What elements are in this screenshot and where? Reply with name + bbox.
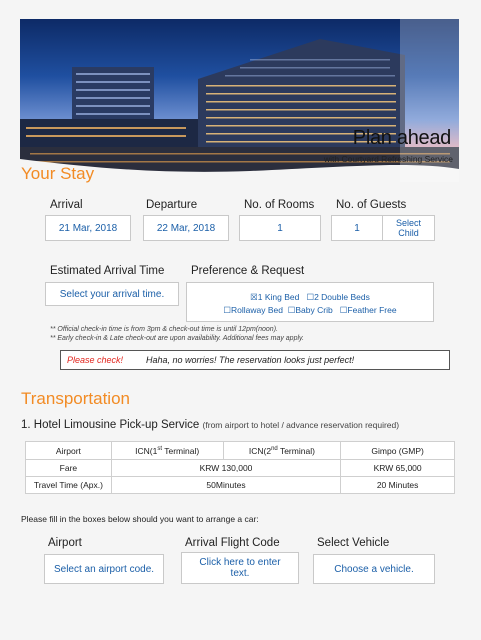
please-check-label: Please check!: [67, 355, 124, 365]
rooms-count-field[interactable]: 1: [239, 215, 321, 241]
limousine-fare-table: [25, 441, 455, 494]
select-child-line2: Child: [398, 228, 419, 238]
guests-count-field[interactable]: 1: [354, 222, 360, 234]
table-cell-time-label: Travel Time (Apx.): [26, 477, 112, 494]
your-stay-heading: Your Stay: [21, 164, 95, 183]
baby-crib-checkbox[interactable]: ☐Baby Crib: [287, 305, 333, 315]
table-cell-time-icn: 50Minutes: [111, 477, 340, 494]
king-bed-checkbox[interactable]: ☒1 King Bed: [250, 292, 300, 302]
arrival-label: Arrival: [50, 199, 83, 211]
limousine-service-title: 1. Hotel Limousine Pick-up Service: [21, 419, 200, 431]
limousine-service-heading: [21, 419, 399, 431]
transportation-heading: Transportation: [21, 389, 130, 408]
guests-count-group: [331, 215, 435, 241]
arrival-date-field[interactable]: 21 Mar, 2018: [45, 215, 131, 241]
checkin-note: ** Official check-in time is from 3pm & check-out time is until 12pm(noon).: [50, 326, 278, 333]
hotel-hero-banner: [20, 19, 459, 182]
table-row: [26, 442, 455, 460]
flight-code-label: Arrival Flight Code: [185, 537, 280, 549]
table-cell-gimpo: Gimpo (GMP): [341, 442, 455, 460]
flight-code-input[interactable]: [181, 552, 299, 584]
flight-code-placeholder-line1: Click here to enter: [199, 557, 281, 568]
hero-subtitle: with Courtyard Refreshing Service: [324, 154, 453, 164]
preference-row-1: [187, 292, 433, 303]
double-beds-checkbox[interactable]: ☐2 Double Beds: [306, 292, 370, 302]
feather-free-checkbox[interactable]: ☐Feather Free: [339, 305, 397, 315]
departure-date-field[interactable]: 22 Mar, 2018: [143, 215, 229, 241]
table-cell-icn2: ICN(2nd Terminal): [223, 442, 341, 460]
preference-request-box: [186, 282, 434, 322]
airport-code-select[interactable]: Select an airport code.: [44, 554, 164, 584]
late-checkout-note: ** Early check-in & Late check-out are upon availability. Additional fees may apply.: [50, 335, 304, 342]
table-row: [26, 460, 455, 477]
table-cell-fare-label: Fare: [26, 460, 112, 477]
flight-code-placeholder-line2: text.: [230, 568, 250, 579]
vehicle-select[interactable]: Choose a vehicle.: [313, 554, 435, 584]
select-child-line1: Select: [395, 218, 421, 228]
table-cell-fare-icn: KRW 130,000: [111, 460, 340, 477]
eta-label: Estimated Arrival Time: [50, 265, 165, 277]
rollaway-bed-checkbox[interactable]: ☐Rollaway Bed: [223, 305, 284, 315]
reservation-check-box: [60, 350, 450, 370]
arrange-car-note: Please fill in the boxes below should you want to arrange a car:: [21, 514, 259, 524]
table-cell-icn1: ICN(1st Terminal): [111, 442, 223, 460]
table-cell-time-gimpo: 20 Minutes: [341, 477, 455, 494]
vehicle-label: Select Vehicle: [317, 537, 390, 549]
preference-label: Preference & Request: [191, 265, 305, 277]
preference-row-2: [187, 305, 433, 316]
arrival-time-select[interactable]: Select your arrival time.: [45, 282, 179, 306]
check-status-message: Haha, no worries! The reservation looks just perfect!: [146, 355, 355, 365]
table-row: [26, 477, 455, 494]
guests-label: No. of Guests: [336, 199, 407, 211]
limousine-service-note: (from airport to hotel / advance reservation required): [202, 420, 400, 430]
airport-label: Airport: [48, 537, 82, 549]
rooms-label: No. of Rooms: [244, 199, 315, 211]
table-cell-fare-gimpo: KRW 65,000: [341, 460, 455, 477]
table-cell-airport: Airport: [26, 442, 112, 460]
select-child-button[interactable]: [383, 216, 434, 240]
departure-label: Departure: [146, 199, 198, 211]
hero-title: Plan ahead: [352, 127, 451, 149]
